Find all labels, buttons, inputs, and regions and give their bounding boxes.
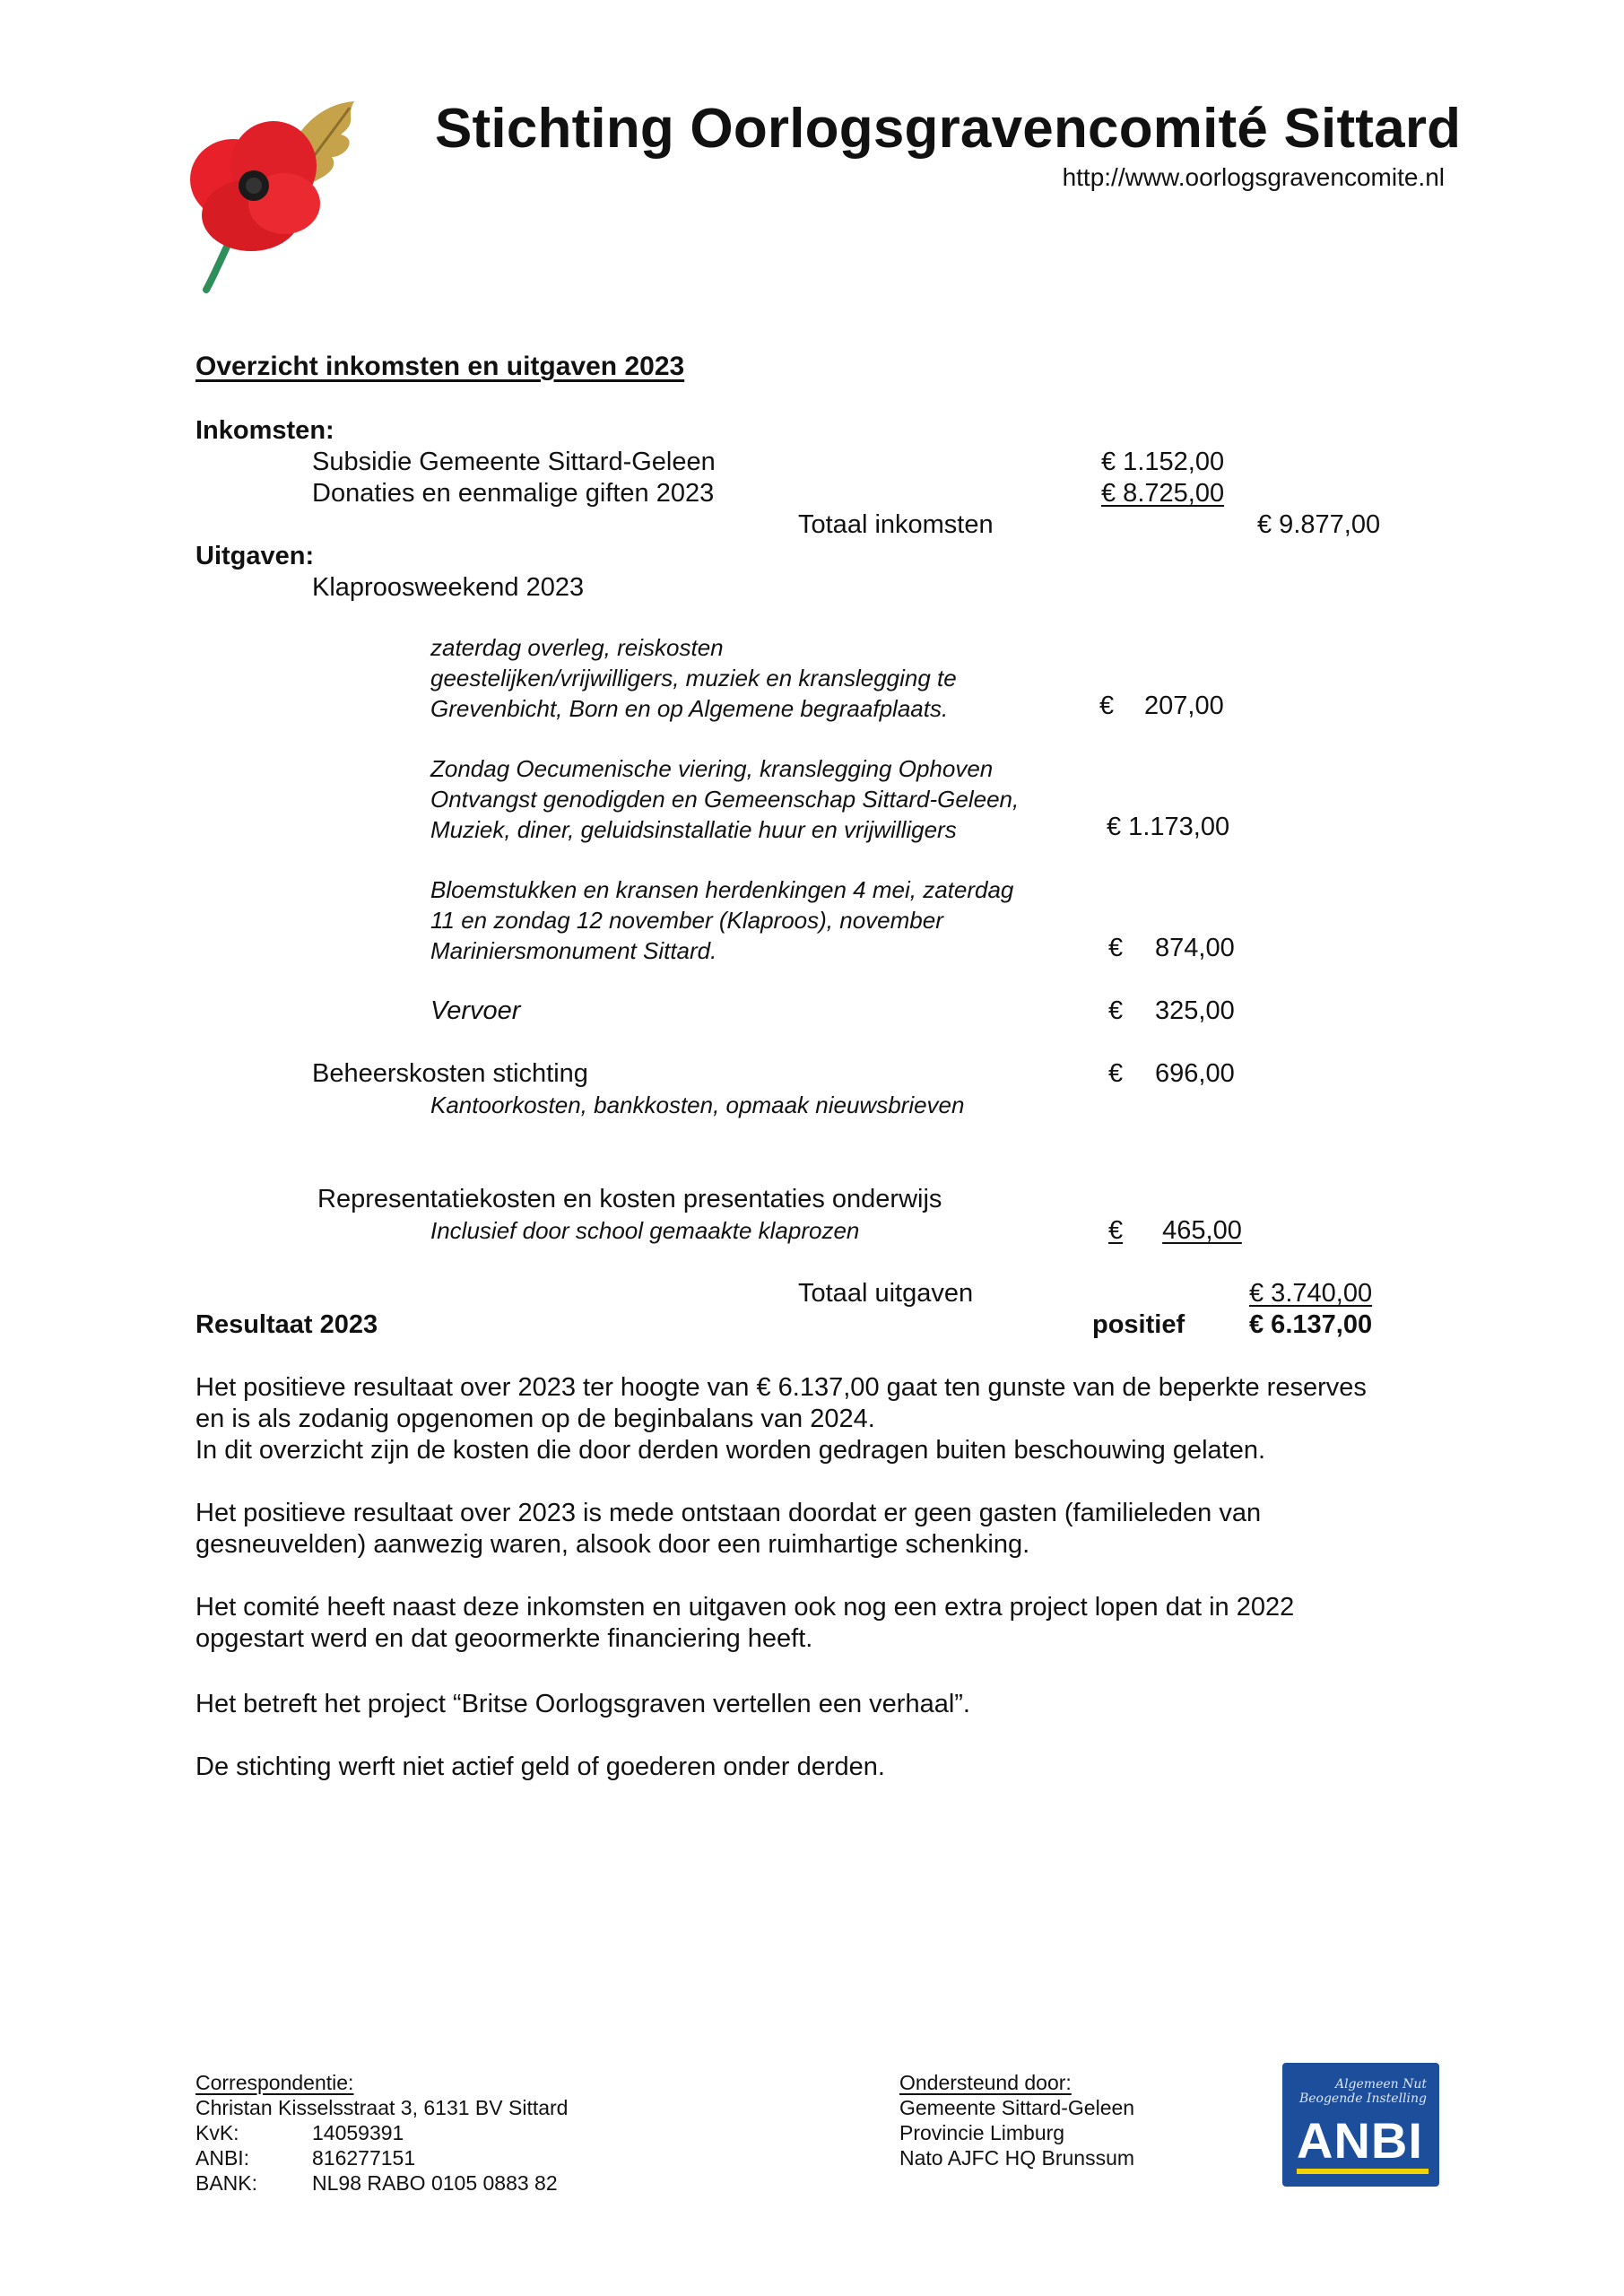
report-title: Overzicht inkomsten en uitgaven 2023 [195, 352, 685, 381]
expense-description: Zondag Oecumenische viering, kranslegging Ophoven Ontvangst genodigden en Gemeenschap Sittard-Geleen, Muziek, diner, geluidsinstallatie huur en vrijwilligers [430, 755, 1020, 843]
income-heading: Inkomsten: [195, 416, 334, 445]
supported-heading: Ondersteund door: [899, 2071, 1072, 2094]
income-item-label: Subsidie Gemeente Sittard-Geleen [312, 448, 716, 476]
expense-amount: 874,00 [1155, 934, 1235, 962]
expense-currency: € [1099, 691, 1115, 720]
expense-amount-underlined: € 465,00 [1108, 1216, 1242, 1245]
paragraph: Het positieve resultaat over 2023 ter hoogte van € 6.137,00 gaat ten gunste van de beperkte reserves en is als zodanig opgenomen op de beginbalans van 2024. In dit overzicht zijn de kosten die door derden worden gedragen buiten beschouwing gelaten. [195, 1373, 1367, 1465]
footer-correspondence: Correspondentie: Christan Kisselsstraat 3, 6131 BV Sittard KvK: 14059391 ANBI: 816277151 BANK: NL98 RABO 0105 0883 82 [195, 2071, 569, 2195]
expense-amount: € 1.173,00 [1107, 813, 1230, 841]
expense-amount: 325,00 [1155, 996, 1235, 1025]
anbi-logo: Algemeen Nut Beogende Instelling ANBI [1282, 2063, 1439, 2187]
correspondence-heading: Correspondentie: [195, 2071, 354, 2094]
paragraph: Het positieve resultaat over 2023 is mede ontstaan doordat er geen gasten (familieleden van gesneuvelden) aanwezig waren, alsook door een ruimhartige schenking. [195, 1499, 1262, 1559]
result-amount: € 6.137,00 [1249, 1310, 1373, 1339]
expense-currency: € [1108, 1059, 1124, 1088]
expenses-total-amount: € 3.740,00 [1249, 1279, 1373, 1308]
result-label: Resultaat 2023 [195, 1310, 378, 1339]
expenses-heading: Uitgaven: [195, 542, 315, 570]
organization-title: Stichting Oorlogsgravencomité Sittard [435, 98, 1462, 160]
expense-description: zaterdag overleg, reiskosten geestelijken/vrijwilligers, muziek en kranslegging te Grevenbicht, Born en op Algemene begraafplaats. [430, 634, 957, 722]
representation-sub: Inclusief door school gemaakte klaprozen [430, 1217, 860, 1244]
expense-currency: € [1108, 996, 1124, 1025]
income-total-label: Totaal inkomsten [798, 510, 994, 539]
expense-description: Bloemstukken en kransen herdenkingen 4 mei, zaterdag 11 en zondag 12 november (Klaproos), november Mariniersmonument Sittard. [430, 876, 1014, 964]
weekend-label: Klaproosweekend 2023 [312, 573, 585, 602]
income-total-amount: € 9.877,00 [1257, 510, 1381, 539]
expense-amount: 696,00 [1155, 1059, 1235, 1088]
website-url[interactable]: http://www.oorlogsgravencomite.nl [1062, 163, 1445, 191]
management-sub: Kantoorkosten, bankkosten, opmaak nieuwsbrieven [430, 1091, 965, 1118]
expenses-total-label: Totaal uitgaven [798, 1279, 974, 1308]
expense-amount: 207,00 [1144, 691, 1224, 720]
paragraph: De stichting werft niet actief geld of goederen onder derden. [195, 1752, 885, 1781]
expense-currency: € [1108, 934, 1124, 962]
footer-supported: Ondersteund door: Gemeente Sittard-Geleen Provincie Limburg Nato AJFC HQ Brunssum [899, 2071, 1135, 2170]
income-item-amount: € 8.725,00 [1101, 479, 1225, 508]
paragraph: Het betreft het project “Britse Oorlogsgraven vertellen een verhaal”. [195, 1690, 970, 1718]
result-status: positief [1092, 1310, 1185, 1339]
management-label: Beheerskosten stichting [312, 1059, 588, 1088]
income-item-amount: € 1.152,00 [1101, 448, 1225, 476]
representation-label: Representatiekosten en kosten presentaties onderwijs [317, 1185, 942, 1213]
expense-description: Vervoer [430, 996, 521, 1025]
poppy-icon [184, 94, 372, 296]
correspondence-address: Christan Kisselsstraat 3, 6131 BV Sittard [195, 2096, 569, 2119]
income-item-label: Donaties en eenmalige giften 2023 [312, 479, 715, 508]
paragraph: Het comité heeft naast deze inkomsten en uitgaven ook nog een extra project lopen dat in 2022 opgestart werd en dat geoormerkte financiering heeft. [195, 1593, 1295, 1653]
